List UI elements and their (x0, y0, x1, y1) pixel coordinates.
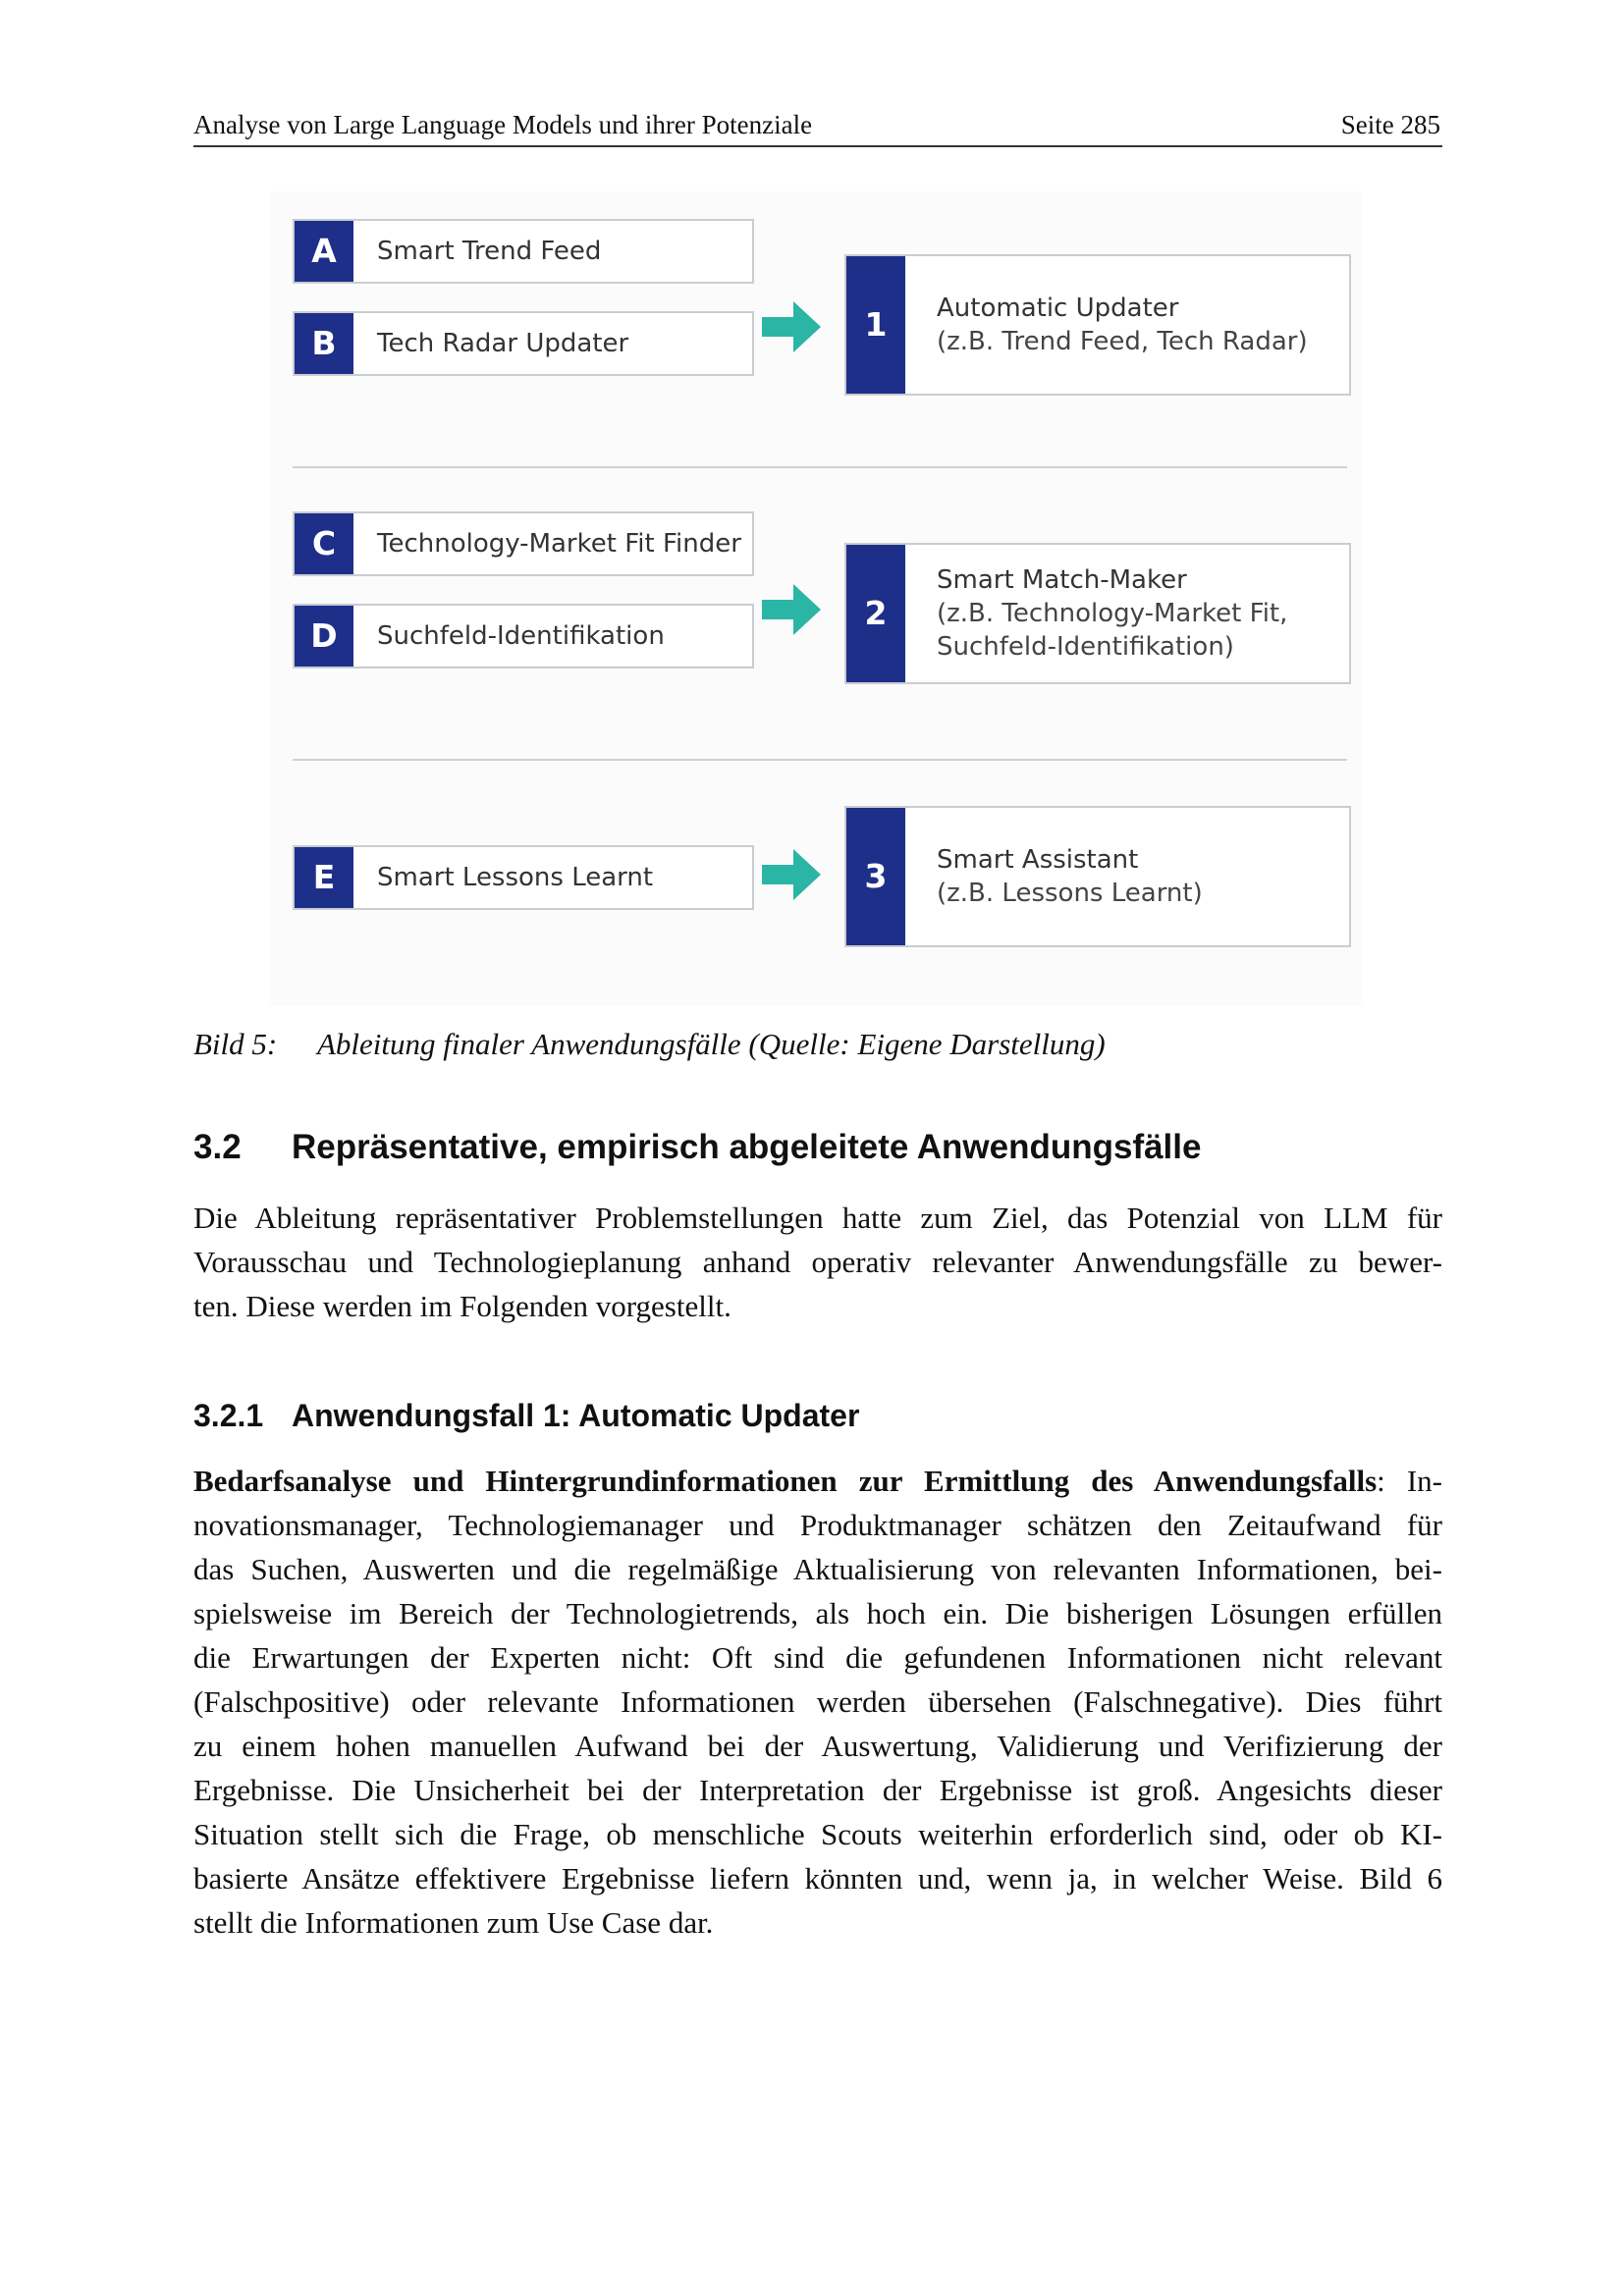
result-example: (z.B. Trend Feed, Tech Radar) (937, 327, 1308, 356)
subsection-heading (193, 1396, 859, 1435)
use-case-box-b (293, 311, 754, 376)
result-box-2 (844, 543, 1351, 684)
text-line: spielsweise im Bereich der Technologietrends, als hoch ein. Die bisherigen Lösungen erfüllen (193, 1596, 1442, 1630)
page-number: Seite 285 (1340, 110, 1440, 139)
figure-use-case-derivation (271, 191, 1361, 1006)
text-line: das Suchen, Auswerten und die regelmäßige Aktualisierung von relevanten Informationen, bei- (193, 1552, 1442, 1586)
letter-badge: C (295, 513, 353, 574)
text-line: basierte Ansätze effektivere Ergebnisse liefern könnten und, wenn ja, in welcher Weise. Bild 6 (193, 1861, 1442, 1896)
text-line: Situation stellt sich die Frage, ob menschliche Scouts weiterhin erforderlich sind, oder ob KI- (193, 1817, 1442, 1851)
arrow-right-icon (762, 582, 823, 637)
caption-text: Ableitung finaler Anwendungsfälle (Quelle: Eigene Darstellung) (317, 1027, 1106, 1061)
text-line: (Falschpositive) oder relevante Informationen werden übersehen (Falschnegative). Dies führt (193, 1684, 1442, 1719)
divider (293, 759, 1347, 761)
number-badge: 1 (846, 256, 905, 394)
letter-badge: E (295, 847, 353, 908)
number-badge: 3 (846, 808, 905, 945)
use-case-box-d (293, 604, 754, 668)
result-example: (z.B. Lessons Learnt) (937, 879, 1203, 908)
arrow-right-icon (762, 299, 823, 354)
lead-rest: : In- (1377, 1464, 1443, 1498)
subsection-paragraph (193, 1459, 1442, 1945)
arrow-right-icon (762, 847, 823, 902)
figure-caption (193, 1025, 1106, 1064)
page-header (193, 108, 1442, 147)
number-badge: 2 (846, 545, 905, 682)
text-line: Vorausschau und Technologieplanung anhand operativ relevanter Anwendungsfälle zu bewer- (193, 1245, 1442, 1279)
text-line (193, 1459, 1442, 1503)
result-title: Automatic Updater (937, 294, 1179, 323)
text-line: Die Ableitung repräsentativer Problemstellungen hatte zum Ziel, das Potenzial von LLM für (193, 1201, 1442, 1235)
section-paragraph (193, 1196, 1442, 1328)
use-case-label: Smart Lessons Learnt (377, 863, 654, 892)
section-title: Repräsentative, empirisch abgeleitete Anwendungsfälle (292, 1128, 1202, 1166)
use-case-box-c (293, 511, 754, 576)
letter-badge: D (295, 606, 353, 667)
subsection-number: 3.2.1 (193, 1398, 264, 1433)
running-title: Analyse von Large Language Models und ihrer Potenziale (193, 110, 813, 139)
result-title: Smart Assistant (937, 845, 1139, 875)
use-case-label: Suchfeld-Identifikation (377, 621, 665, 651)
divider (293, 466, 1347, 468)
letter-badge: A (295, 221, 353, 282)
use-case-box-a (293, 219, 754, 284)
text-line: ten. Diese werden im Folgenden vorgestellt. (193, 1289, 731, 1323)
result-title: Smart Match-Maker (937, 565, 1187, 595)
use-case-label: Smart Trend Feed (377, 237, 602, 266)
text-line: Ergebnisse. Die Unsicherheit bei der Interpretation der Ergebnisse ist groß. Angesichts dieser (193, 1773, 1442, 1807)
use-case-box-e (293, 845, 754, 910)
result-box-3 (844, 806, 1351, 947)
section-heading (193, 1127, 1201, 1168)
use-case-label: Technology-Market Fit Finder (377, 529, 741, 559)
result-example: Suchfeld-Identifikation) (937, 632, 1234, 662)
text-line: die Erwartungen der Experten nicht: Oft sind die gefundenen Informationen nicht relevant (193, 1640, 1442, 1675)
result-box-1 (844, 254, 1351, 396)
result-example: (z.B. Technology-Market Fit, (937, 599, 1288, 628)
section-number: 3.2 (193, 1128, 242, 1166)
bold-lead: Bedarfsanalyse und Hintergrundinformationen zur Ermittlung des Anwendungsfalls (193, 1464, 1378, 1498)
letter-badge: B (295, 313, 353, 374)
use-case-label: Tech Radar Updater (377, 329, 629, 358)
text-line: novationsmanager, Technologiemanager und Produktmanager schätzen den Zeitaufwand für (193, 1508, 1442, 1542)
text-line: stellt die Informationen zum Use Case dar. (193, 1905, 714, 1940)
text-line: zu einem hohen manuellen Aufwand bei der Auswertung, Validierung und Verifizierung der (193, 1729, 1442, 1763)
subsection-title: Anwendungsfall 1: Automatic Updater (292, 1398, 860, 1433)
caption-label: Bild 5: (193, 1027, 278, 1061)
